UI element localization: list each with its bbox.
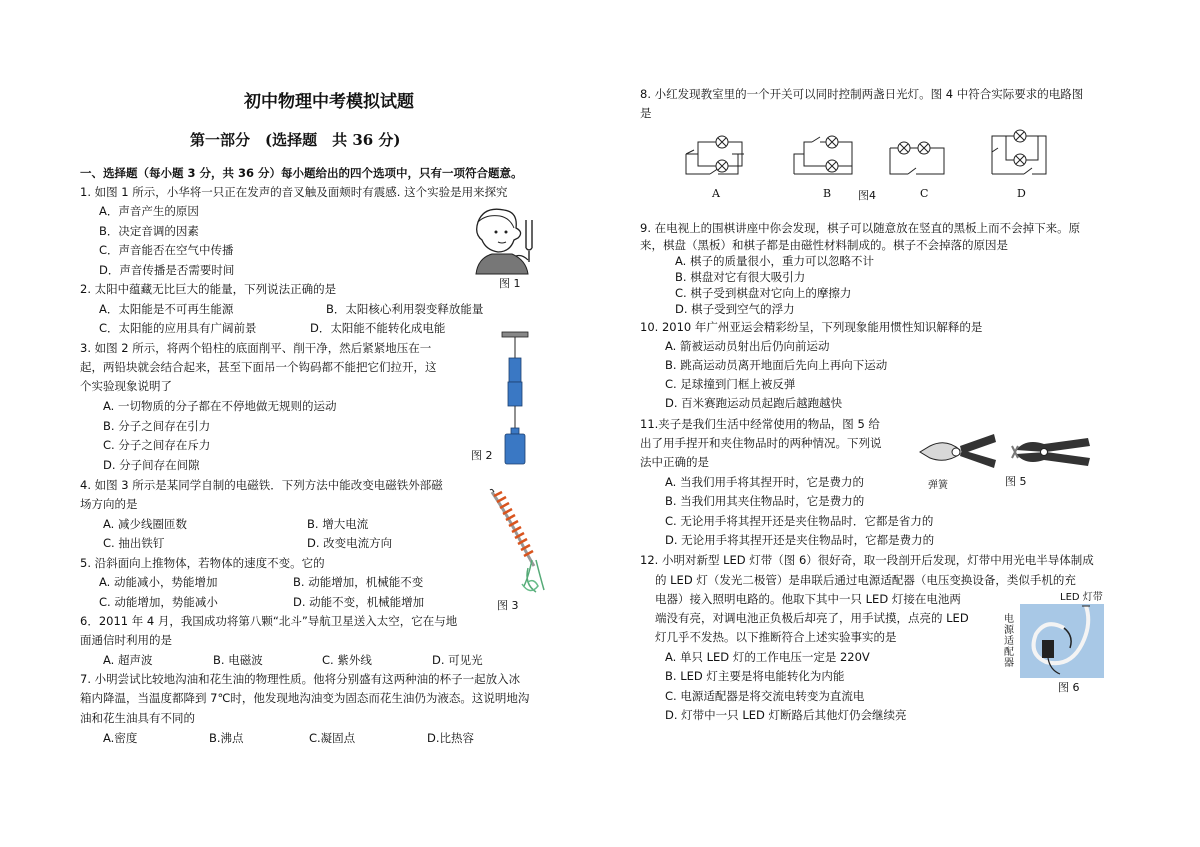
section-subtitle: 第一部分 (选择题 共 36 分) [190, 131, 401, 149]
q10-option-c: C. 足球撞到门框上被反弹 [665, 377, 796, 391]
circuit-label-a: A [712, 187, 720, 200]
q4-option-b: B. 增大电流 [307, 517, 369, 531]
fig2-caption: 图 2 [471, 449, 493, 462]
q2-option-b: B．太阳核心利用裂变释放能量 [326, 302, 484, 316]
circuit-a [686, 136, 744, 174]
q4-stem-line1: 4. 如图 3 所示是某同学自制的电磁铁．下列方法中能改变电磁铁外部磁 [80, 478, 443, 492]
circuit-b [794, 136, 852, 174]
lead-cylinders-illustration [500, 330, 530, 468]
circuit-diagrams-fig4 [682, 130, 1074, 188]
q9-stem-line1: 9. 在电视上的围棋讲座中你会发现，棋子可以随意放在竖直的黑板上而不会掉下来。原 [640, 221, 1081, 235]
q4-stem-line2: 场方向的是 [80, 497, 138, 511]
q3-stem-line3: 个实验现象说明了 [80, 379, 172, 393]
q3-option-c: C. 分子之间存在斥力 [103, 438, 211, 452]
fig5-caption: 图 5 [1005, 475, 1027, 488]
adapter-label: 电源适配器 [1004, 614, 1014, 669]
q3-option-d: D. 分子间存在间隙 [103, 458, 200, 472]
q11-option-d: D. 无论用手将其捏开还是夹住物品时，它都是费力的 [665, 533, 935, 547]
q5-stem: 5. 沿斜面向上推物体，若物体的速度不变。它的 [80, 556, 325, 570]
girl-tuning-fork-illustration [466, 204, 538, 276]
q5-option-c: C. 动能增加，势能减小 [99, 595, 218, 609]
q9-option-c: C. 棋子受到棋盘对它向上的摩擦力 [675, 286, 852, 300]
q7-option-c: C.凝固点 [309, 731, 356, 745]
fig4-caption: 图4 [858, 189, 876, 202]
q11-option-b: B. 当我们用其夹住物品时，它是费力的 [665, 494, 865, 508]
q12-stem-line4: 端没有亮，对调电池正负极后却亮了，用手试摸，点亮的 LED [655, 611, 969, 625]
q11-option-a: A. 当我们用手将其捏开时，它是费力的 [665, 475, 864, 489]
q4-option-a: A. 减少线圈匝数 [103, 517, 187, 531]
q11-stem-line2: 出了用手捏开和夹住物品时的两种情况。下列说 [640, 436, 882, 450]
q5-option-d: D. 动能不变，机械能增加 [293, 595, 425, 609]
q9-option-d: D. 棋子受到空气的浮力 [675, 302, 795, 316]
q10-option-d: D. 百米赛跑运动员起跑后越跑越快 [665, 396, 843, 410]
q11-option-c: C. 无论用手将其捏开还是夹住物品时．它都是省力的 [665, 514, 934, 528]
q12-stem-line3: 电器）接入照明电路的。他取下其中一只 LED 灯接在电池两 [655, 592, 961, 606]
q7-option-b: B.沸点 [209, 731, 244, 745]
q1-stem: 1. 如图 1 所示，小华将一只正在发声的音叉触及面颊时有震感. 这个实验是用来探究 [80, 185, 508, 199]
q3-option-a: A. 一切物质的分子都在不停地做无规则的运动 [103, 399, 337, 413]
q3-stem-line2: 起，两铅块就会结合起来，甚至下面吊一个钩码都不能把它们拉开，这 [80, 360, 437, 374]
q10-option-a: A. 箭被运动员射出后仍向前运动 [665, 339, 830, 353]
q6-stem-line2: 面通信时利用的是 [80, 633, 172, 647]
q7-option-a: A.密度 [103, 731, 138, 745]
q7-stem-line2: 箱内降温，当温度都降到 7℃时，他发现地沟油变为固态而花生油仍为液态。这说明地沟 [80, 691, 530, 705]
q1-option-b: B．决定音调的因素 [99, 224, 199, 238]
q11-stem-line3: 法中正确的是 [640, 455, 709, 469]
spring-label: 弹簧 [928, 480, 948, 491]
q12-stem-line2: 的 LED 灯（发光二极管）是串联后通过电源适配器（电压变换设备，类似手机的充 [655, 573, 1076, 587]
circuit-label-c: C [920, 187, 929, 200]
q10-stem: 10. 2010 年广州亚运会精彩纷呈，下列现象能用惯性知识解释的是 [640, 320, 983, 334]
q4-option-c: C. 抽出铁钉 [103, 536, 165, 550]
q5-option-b: B. 动能增加，机械能不变 [293, 575, 424, 589]
q1-option-a: A．声音产生的原因 [99, 204, 199, 218]
q6-option-c: C. 紫外线 [322, 653, 372, 667]
q5-option-a: A. 动能减小，势能增加 [99, 575, 218, 589]
q6-option-d: D. 可见光 [432, 653, 483, 667]
section-intro: 一、选择题（每小题 3 分，共 36 分）每小题给出的四个选项中，只有一项符合题意。 [80, 166, 523, 180]
q4-option-d: D. 改变电流方向 [307, 536, 393, 550]
q8-stem-line1: 8. 小红发现教室里的一个开关可以同时控制两盏日光灯。图 4 中符合实际要求的电路图 [640, 87, 1084, 101]
q12-option-b: B. LED 灯主要是将电能转化为内能 [665, 669, 845, 683]
q2-option-c: C．太阳能的应用具有广阔前景 [99, 321, 257, 335]
q7-option-d: D.比热容 [427, 731, 475, 745]
q12-option-c: C. 电源适配器是将交流电转变为直流电 [665, 689, 865, 703]
fig1-caption: 图 1 [499, 277, 521, 290]
q1-option-c: C．声音能否在空气中传播 [99, 243, 234, 257]
q12-stem-line5: 灯几乎不发热。以下推断符合上述实验事实的是 [655, 630, 897, 644]
q11-stem-line1: 11.夹子是我们生活中经常使用的物品，图 5 给 [640, 417, 880, 431]
q8-stem-line2: 是 [640, 106, 652, 120]
q6-option-a: A. 超声波 [103, 653, 153, 667]
q9-stem-line2: 来，棋盘（黑板）和棋子都是由磁性材料制成的。棋子不会掉落的原因是 [640, 238, 1008, 252]
q12-stem-line1: 12. 小明对新型 LED 灯带（图 6）很好奇，取一段剖开后发现，灯带中用光电半导体制成 [640, 553, 1094, 567]
q3-option-b: B. 分子之间存在引力 [103, 419, 211, 433]
fig6-caption: 图 6 [1058, 681, 1080, 694]
q2-option-d: D．太阳能不能转化成电能 [310, 321, 446, 335]
circuit-d [992, 130, 1046, 174]
q2-stem: 2. 太阳中蕴藏无比巨大的能量，下列说法正确的是 [80, 282, 337, 296]
q9-option-a: A. 棋子的质量很小，重力可以忽略不计 [675, 254, 874, 268]
q2-option-a: A．太阳能是不可再生能源 [99, 302, 234, 316]
q6-option-b: B. 电磁波 [213, 653, 263, 667]
page-title: 初中物理中考模拟试题 [244, 92, 414, 112]
clip-illustration [916, 428, 1098, 480]
circuit-label-b: B [823, 187, 832, 200]
circuit-label-d: D [1017, 187, 1026, 200]
q9-option-b: B. 棋盘对它有很大吸引力 [675, 270, 806, 284]
q12-option-d: D. 灯带中一只 LED 灯断路后其他灯仍会继续亮 [665, 708, 907, 722]
q1-option-d: D．声音传播是否需要时间 [99, 263, 235, 277]
q6-stem-line1: 6．2011 年 4 月，我国成功将第八颗“北斗”导航卫星送入太空，它在与地 [80, 614, 458, 628]
q7-stem-line1: 7. 小明尝试比较地沟油和花生油的物理性质。他将分别盛有这两种油的杯子一起放入冰 [80, 672, 521, 686]
q10-option-b: B. 跳高运动员离开地面后先向上再向下运动 [665, 358, 888, 372]
fig3-caption: 图 3 [497, 599, 519, 612]
led-strip-label: LED 灯带 [1060, 592, 1103, 603]
q3-stem-line1: 3. 如图 2 所示，将两个铅柱的底面削平、削干净，然后紧紧地压在一 [80, 341, 432, 355]
q7-stem-line3: 油和花生油具有不同的 [80, 711, 195, 725]
circuit-c [890, 142, 944, 174]
q12-option-a: A. 单只 LED 灯的工作电压一定是 220V [665, 650, 870, 664]
led-strip-photo [1020, 604, 1104, 678]
electromagnet-illustration [488, 486, 552, 598]
